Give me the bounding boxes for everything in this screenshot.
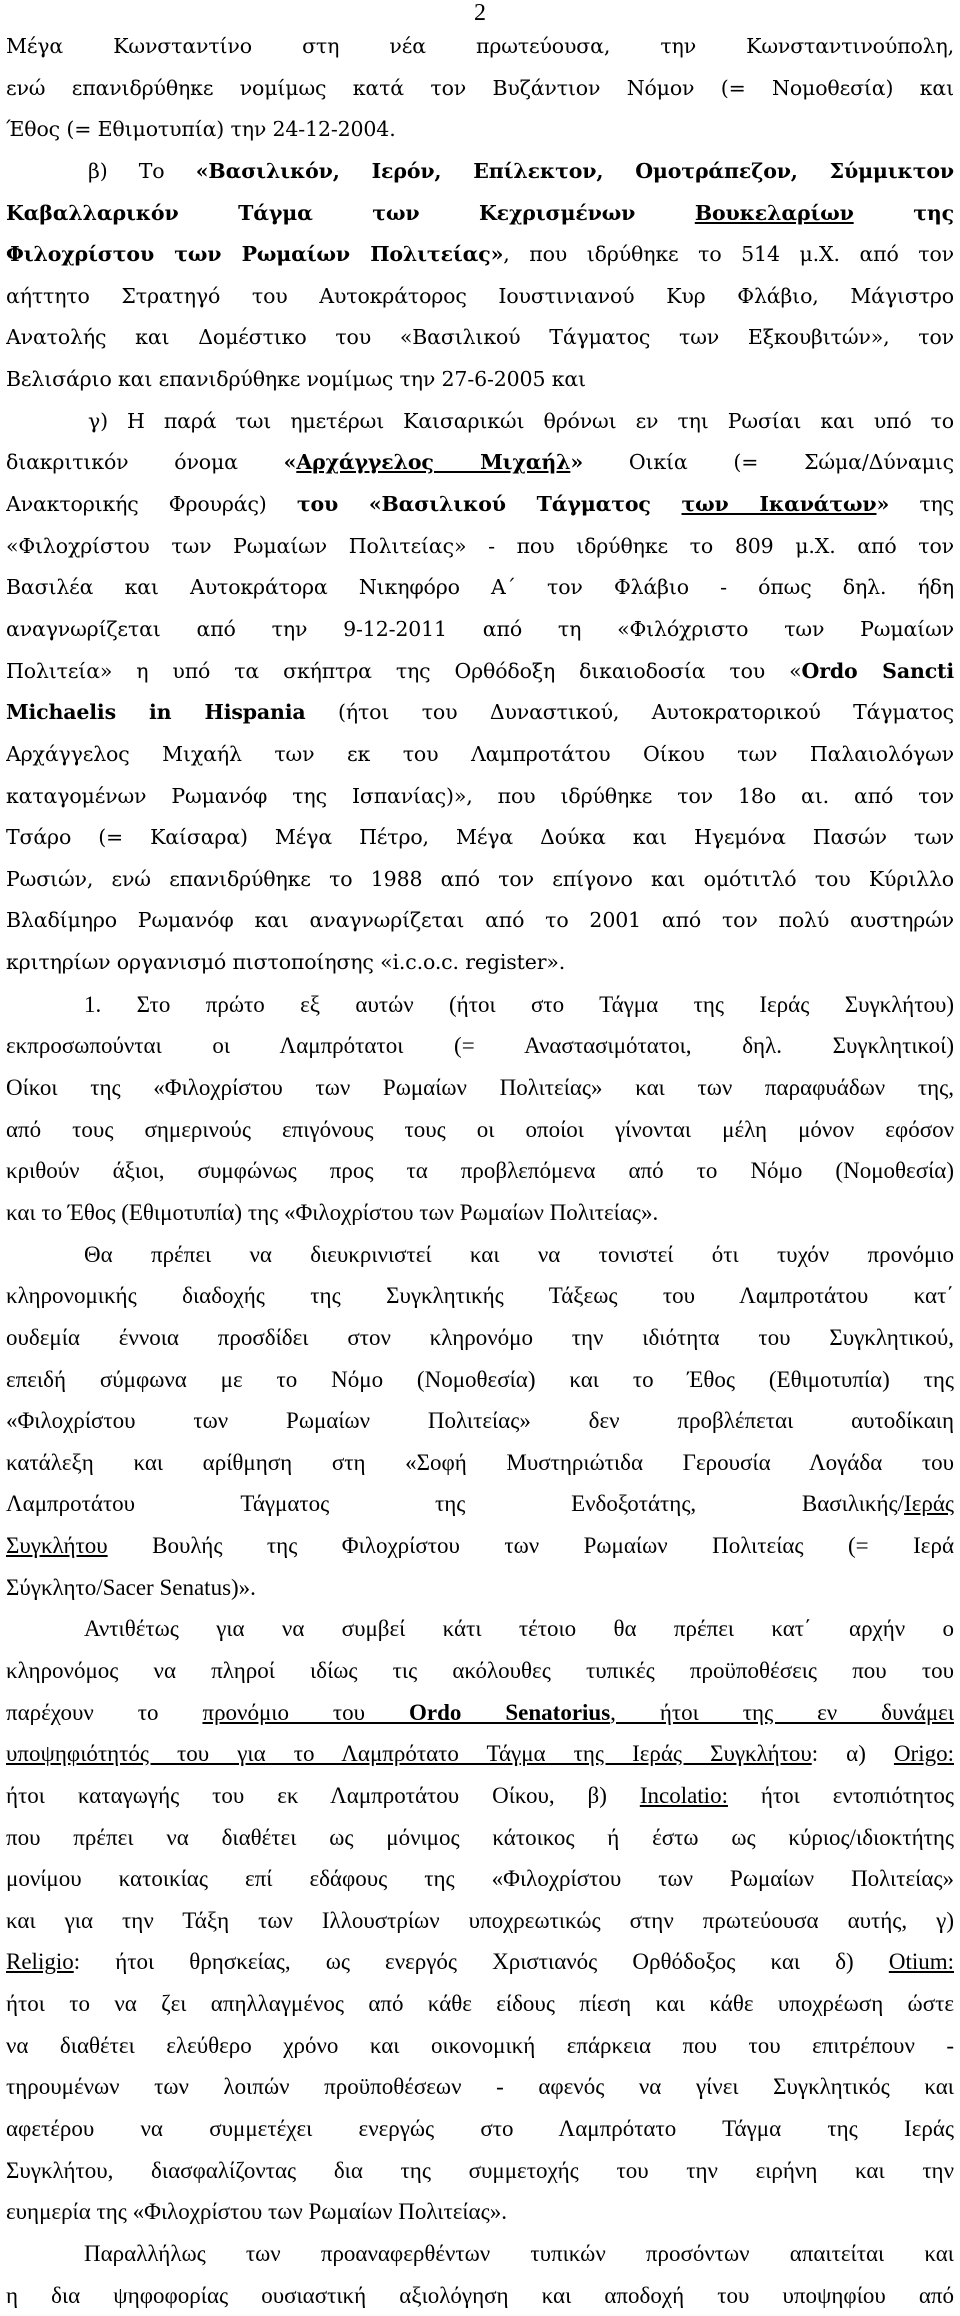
text-line: «Φιλοχρίστου των Ρωμαίων Πολιτείας» δεν προβλέπεται αυτοδίκαιη: [6, 1408, 954, 1434]
text-line: ευημερία της «Φιλοχρίστου των Ρωμαίων Πολιτείας».: [6, 2199, 507, 2225]
text-line: Michaelis in Hispania (ήτοι του Δυναστικού, Αυτοκρατορικού Τάγματος: [6, 700, 954, 725]
text-line: κριθούν άξιοι, συμφώνως προς τα προβλεπόμενα από το Νόμο (Νομοθεσία): [6, 1158, 954, 1184]
text-line: και για την Τάξη των Ιλλουστρίων υποχρεωτικώς στην πρωτεύουσα αυτής, γ): [6, 1907, 954, 1933]
text-line: Σύγκλητο/Sacer Senatus)».: [6, 1574, 256, 1600]
text-line: Πολιτεία» η υπό τα σκήπτρα της Ορθόδοξη δικαιοδοσία του «Ordo Sancti: [6, 658, 954, 683]
text-line: τηρουμένων των λοιπών προϋποθέσεων - αφενός να γίνει Συγκλητικός και: [6, 2074, 954, 2100]
text-line: επειδή σύμφωνα με το Νόμο (Νομοθεσία) και το Έθος (Εθιμοτυπία) της: [6, 1366, 954, 1392]
text-line: «Φιλοχρίστου των Ρωμαίων Πολιτείας» - που ιδρύθηκε το 809 μ.Χ. από τον: [6, 533, 954, 558]
text-line: υποψηφιότητός του για το Λαμπρότατο Τάγμα της Ιεράς Συγκλήτου: α) Origo:: [6, 1741, 954, 1767]
text-line: και το Έθος (Εθιμοτυπία) της «Φιλοχρίστου των Ρωμαίων Πολιτείας».: [6, 1199, 659, 1225]
text-line: διακριτικόν όνομα «Αρχάγγελος Μιχαήλ» Οικία (= Σώμα/Δύναμις: [6, 450, 954, 475]
text-line: Λαμπροτάτου Τάγματος της Ενδοξοτάτης, Βασιλικής/Ιεράς: [6, 1491, 954, 1517]
text-line: Βασιλέα και Αυτοκράτορα Νικηφόρο Α΄ τον Φλάβιο - όπως δηλ. ήδη: [6, 575, 954, 600]
text-line: β) Το «Βασιλικόν, Ιερόν, Επίλεκτον, Ομοτράπεζον, Σύμμικτον: [88, 158, 954, 183]
text-line: αήττητο Στρατηγό του Αυτοκράτορος Ιουστινιανού Κυρ Φλάβιο, Μάγιστρο: [6, 283, 954, 308]
text-line: η δια ψηφοφορίας ουσιαστική αξιολόγηση και αποδοχή του υποψηφίου από: [6, 2282, 954, 2308]
text-line: Οίκοι της «Φιλοχρίστου των Ρωμαίων Πολιτείας» και των παραφυάδων της,: [6, 1075, 954, 1101]
text-line: κληρονόμος να πληροί ιδίως τις ακόλουθες τυπικές προϋποθέσεις που του: [6, 1657, 954, 1683]
page-number: 2: [474, 0, 486, 26]
text-line: ήτοι καταγωγής του εκ Λαμπροτάτου Οίκου, β) Incolatio: ήτοι εντοπιότητος: [6, 1782, 954, 1808]
text-line: Religio: ήτοι θρησκείας, ως ενεργός Χριστιανός Ορθόδοξος και δ) Otium:: [6, 1949, 954, 1975]
text-line: μονίμου κατοικίας επί εδάφους της «Φιλοχρίστου των Ρωμαίων Πολιτείας»: [6, 1866, 954, 1892]
text-line: παρέχουν το προνόμιο του Ordo Senatorius, ήτοι της εν δυνάμει: [6, 1699, 954, 1725]
text-line: Καβαλλαρικόν Τάγμα των Κεχρισμένων Βουκελαρίων της: [6, 200, 954, 225]
text-line: ήτοι το να ζει απηλλαγμένος από κάθε είδους πίεση και κάθε υποχρέωση ώστε: [6, 1991, 954, 2017]
text-line: Φιλοχρίστου των Ρωμαίων Πολιτείας», που ιδρύθηκε το 514 μ.Χ. από τον: [6, 242, 954, 267]
text-line: Συγκλήτου, διασφαλίζοντας δια της συμμετοχής του την ειρήνη και την: [6, 2157, 954, 2183]
text-line: ενώ επανιδρύθηκε νομίμως κατά τον Βυζάντιον Νόμον (= Νομοθεσία) και: [6, 75, 954, 100]
text-line: ουδεμία έννοια προσδίδει στον κληρονόμο την ιδιότητα του Συγκλητικού,: [6, 1324, 954, 1350]
text-line: γ) Η παρά τωι ημετέρωι Καισαρικώι θρόνωι εν τηι Ρωσίαι και υπό το: [88, 408, 954, 433]
text-line: αφετέρου να συμμετέχει ενεργώς στο Λαμπρότατο Τάγμα της Ιεράς: [6, 2116, 954, 2142]
text-line: που πρέπει να διαθέτει ως μόνιμος κάτοικος ή έστω ως κύριος/ιδιοκτήτης: [6, 1824, 954, 1850]
text-line: κληρονομικής διαδοχής της Συγκλητικής Τάξεως του Λαμπροτάτου κατ΄: [6, 1283, 954, 1309]
text-line: να διαθέτει ελεύθερο χρόνο και οικονομική επάρκεια που του επιτρέπουν -: [6, 2032, 954, 2058]
text-line: από τους σημερινούς επιγόνους τους οι οποίοι γίνονται μέλη μόνον εφόσον: [6, 1116, 954, 1142]
text-line: κριτηρίων οργανισμό πιστοποίησης «i.c.o.c. register».: [6, 950, 566, 975]
text-line: Βελισάριο και επανιδρύθηκε νομίμως την 27-6-2005 και: [6, 367, 586, 392]
text-line: Μέγα Κωνσταντίνο στη νέα πρωτεύουσα, την Κωνσταντινούπολη,: [6, 34, 954, 58]
text-line: Αρχάγγελος Μιχαήλ των εκ του Λαμπροτάτου Οίκου των Παλαιολόγων: [6, 741, 954, 766]
text-line: Ανακτορικής Φρουράς) του «Βασιλικού Τάγματος των Ικανάτων» της: [6, 492, 954, 517]
text-line: εκπροσωπούνται οι Λαμπρότατοι (= Αναστασιμότατοι, δηλ. Συγκλητικοί): [6, 1033, 954, 1059]
text-line: Ανατολής και Δομέστικο του «Βασιλικού Τάγματος των Εξκουβιτών», τον: [6, 325, 954, 350]
text-line: Θα πρέπει να διευκρινιστεί και να τονιστεί ότι τυχόν προνόμιο: [84, 1241, 954, 1267]
text-line: 1. Στο πρώτο εξ αυτών (ήτοι στο Τάγμα της Ιεράς Συγκλήτου): [84, 991, 954, 1017]
text-line: αναγνωρίζεται από την 9-12-2011 από τη «Φιλόχριστο των Ρωμαίων: [6, 616, 954, 641]
text-line: Παραλλήλως των προαναφερθέντων τυπικών προσόντων απαιτείται και: [84, 2240, 954, 2266]
body-text: [6, 26, 954, 2316]
text-line: καταγομένων Ρωμανόφ της Ισπανίας)», που ιδρύθηκε τον 18ο αι. από τον: [6, 783, 954, 808]
text-line: κατάλεξη και αρίθμηση στη «Σοφή Μυστηριώτιδα Γερουσία Λογάδα του: [6, 1449, 954, 1475]
text-line: Έθος (= Εθιμοτυπία) την 24-12-2004.: [6, 117, 396, 142]
text-line: Αντιθέτως για να συμβεί κάτι τέτοιο θα πρέπει κατ΄ αρχήν ο: [84, 1616, 954, 1642]
text-line: Βλαδίμηρο Ρωμανόφ και αναγνωρίζεται από το 2001 από τον πολύ αυστηρών: [6, 908, 954, 933]
text-line: Ρωσιών, ενώ επανιδρύθηκε το 1988 από τον επίγονο και ομότιτλό του Κύριλλο: [6, 866, 954, 891]
text-line: Συγκλήτου Βουλής της Φιλοχρίστου των Ρωμαίων Πολιτείας (= Ιερά: [6, 1533, 954, 1559]
text-line: Τσάρο (= Καίσαρα) Μέγα Πέτρο, Μέγα Δούκα και Ηγεμόνα Πασών των: [6, 825, 954, 850]
